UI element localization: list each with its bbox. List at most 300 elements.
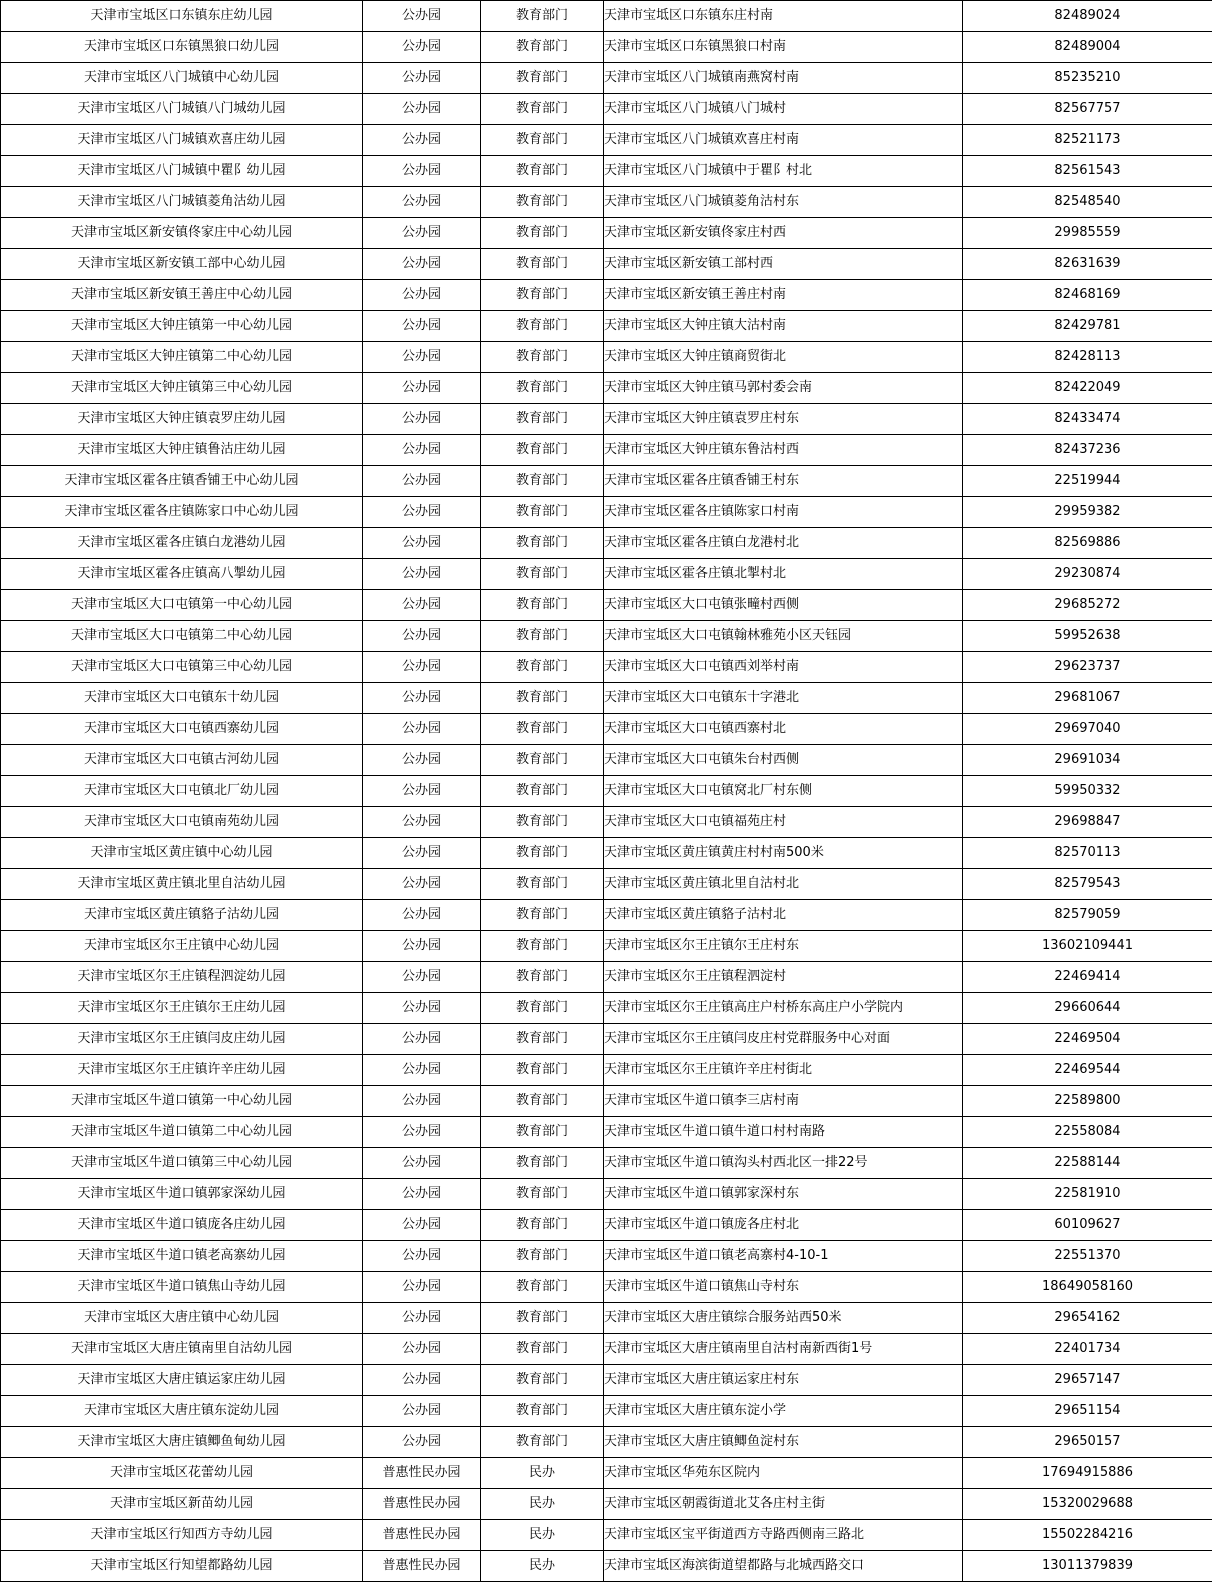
table-row <box>1 1179 1212 1210</box>
address-cell: 天津市宝坻区黄庄镇北里自沽村北 <box>604 869 963 900</box>
kindergarten-name-cell: 天津市宝坻区八门城镇欢喜庄幼儿园 <box>1 125 363 156</box>
phone-cell: 22589800 <box>963 1086 1212 1117</box>
phone-cell: 59950332 <box>963 776 1212 807</box>
department-cell: 教育部门 <box>481 249 604 280</box>
kindergarten-name-cell: 天津市宝坻区新安镇佟家庄中心幼儿园 <box>1 218 363 249</box>
kindergarten-type-cell: 公办园 <box>363 931 481 962</box>
kindergarten-type-cell: 公办园 <box>363 776 481 807</box>
kindergarten-name-cell: 天津市宝坻区牛道口镇庞各庄幼儿园 <box>1 1210 363 1241</box>
address-cell: 天津市宝坻区华苑东区院内 <box>604 1458 963 1489</box>
department-cell: 教育部门 <box>481 32 604 63</box>
address-cell: 天津市宝坻区八门城镇八门城村 <box>604 94 963 125</box>
kindergarten-type-cell: 普惠性民办园 <box>363 1458 481 1489</box>
kindergarten-name-cell: 天津市宝坻区八门城镇中瞿阝幼儿园 <box>1 156 363 187</box>
kindergarten-type-cell: 公办园 <box>363 156 481 187</box>
department-cell: 教育部门 <box>481 1396 604 1427</box>
department-cell: 教育部门 <box>481 218 604 249</box>
kindergarten-type-cell: 公办园 <box>363 1272 481 1303</box>
department-cell: 教育部门 <box>481 652 604 683</box>
table-row <box>1 1489 1212 1520</box>
kindergarten-type-cell: 公办园 <box>363 466 481 497</box>
kindergarten-type-cell: 公办园 <box>363 559 481 590</box>
department-cell: 教育部门 <box>481 1024 604 1055</box>
address-cell: 天津市宝坻区尔王庄镇程泗淀村 <box>604 962 963 993</box>
kindergarten-type-cell: 公办园 <box>363 249 481 280</box>
phone-cell: 15320029688 <box>963 1489 1212 1520</box>
table-row <box>1 1117 1212 1148</box>
address-cell: 天津市宝坻区黄庄镇貉子沽村北 <box>604 900 963 931</box>
department-cell: 教育部门 <box>481 342 604 373</box>
address-cell: 天津市宝坻区牛道口镇老高寨村4-10-1 <box>604 1241 963 1272</box>
kindergarten-type-cell: 公办园 <box>363 63 481 94</box>
address-cell: 天津市宝坻区大口屯镇朱台村西侧 <box>604 745 963 776</box>
department-cell: 民办 <box>481 1520 604 1551</box>
kindergarten-name-cell: 天津市宝坻区尔王庄镇许辛庄幼儿园 <box>1 1055 363 1086</box>
kindergarten-name-cell: 天津市宝坻区尔王庄镇程泗淀幼儿园 <box>1 962 363 993</box>
phone-cell: 22588144 <box>963 1148 1212 1179</box>
table-row <box>1 900 1212 931</box>
address-cell: 天津市宝坻区新安镇佟家庄村西 <box>604 218 963 249</box>
kindergarten-name-cell: 天津市宝坻区大钟庄镇鲁沽庄幼儿园 <box>1 435 363 466</box>
address-cell: 天津市宝坻区口东镇黑狼口村南 <box>604 32 963 63</box>
department-cell: 教育部门 <box>481 869 604 900</box>
kindergarten-name-cell: 天津市宝坻区大口屯镇南苑幼儿园 <box>1 807 363 838</box>
kindergarten-name-cell: 天津市宝坻区黄庄镇中心幼儿园 <box>1 838 363 869</box>
kindergarten-type-cell: 公办园 <box>363 373 481 404</box>
kindergarten-type-cell: 公办园 <box>363 869 481 900</box>
address-cell: 天津市宝坻区大钟庄镇东鲁沽村西 <box>604 435 963 466</box>
kindergarten-type-cell: 公办园 <box>363 590 481 621</box>
kindergarten-type-cell: 公办园 <box>363 528 481 559</box>
phone-cell: 82422049 <box>963 373 1212 404</box>
kindergarten-type-cell: 公办园 <box>363 683 481 714</box>
address-cell: 天津市宝坻区黄庄镇黄庄村村南500米 <box>604 838 963 869</box>
phone-cell: 82570113 <box>963 838 1212 869</box>
address-cell: 天津市宝坻区尔王庄镇许辛庄村街北 <box>604 1055 963 1086</box>
kindergarten-name-cell: 天津市宝坻区霍各庄镇陈家口中心幼儿园 <box>1 497 363 528</box>
table-row <box>1 435 1212 466</box>
kindergarten-name-cell: 天津市宝坻区大唐庄镇运家庄幼儿园 <box>1 1365 363 1396</box>
phone-cell: 22519944 <box>963 466 1212 497</box>
phone-cell: 82468169 <box>963 280 1212 311</box>
address-cell: 天津市宝坻区大钟庄镇袁罗庄村东 <box>604 404 963 435</box>
kindergarten-name-cell: 天津市宝坻区牛道口镇第三中心幼儿园 <box>1 1148 363 1179</box>
phone-cell: 60109627 <box>963 1210 1212 1241</box>
kindergarten-name-cell: 天津市宝坻区尔王庄镇中心幼儿园 <box>1 931 363 962</box>
kindergarten-type-cell: 普惠性民办园 <box>363 1489 481 1520</box>
phone-cell: 29985559 <box>963 218 1212 249</box>
phone-cell: 29654162 <box>963 1303 1212 1334</box>
kindergarten-type-cell: 公办园 <box>363 1241 481 1272</box>
kindergarten-name-cell: 天津市宝坻区牛道口镇老高寨幼儿园 <box>1 1241 363 1272</box>
kindergarten-name-cell: 天津市宝坻区大钟庄镇第二中心幼儿园 <box>1 342 363 373</box>
phone-cell: 82561543 <box>963 156 1212 187</box>
kindergarten-name-cell: 天津市宝坻区行知望都路幼儿园 <box>1 1551 363 1582</box>
address-cell: 天津市宝坻区大钟庄镇商贸街北 <box>604 342 963 373</box>
kindergarten-name-cell: 天津市宝坻区牛道口镇第一中心幼儿园 <box>1 1086 363 1117</box>
department-cell: 教育部门 <box>481 807 604 838</box>
kindergarten-name-cell: 天津市宝坻区大口屯镇古河幼儿园 <box>1 745 363 776</box>
department-cell: 教育部门 <box>481 373 604 404</box>
phone-cell: 22558084 <box>963 1117 1212 1148</box>
address-cell: 天津市宝坻区霍各庄镇陈家口村南 <box>604 497 963 528</box>
address-cell: 天津市宝坻区朝霞街道北艾各庄村主街 <box>604 1489 963 1520</box>
address-cell: 天津市宝坻区霍各庄镇白龙港村北 <box>604 528 963 559</box>
department-cell: 教育部门 <box>481 1117 604 1148</box>
phone-cell: 82579059 <box>963 900 1212 931</box>
kindergarten-name-cell: 天津市宝坻区八门城镇八门城幼儿园 <box>1 94 363 125</box>
phone-cell: 82437236 <box>963 435 1212 466</box>
department-cell: 教育部门 <box>481 776 604 807</box>
phone-cell: 29650157 <box>963 1427 1212 1458</box>
kindergarten-name-cell: 天津市宝坻区口东镇东庄幼儿园 <box>1 1 363 32</box>
department-cell: 教育部门 <box>481 1241 604 1272</box>
table-row <box>1 776 1212 807</box>
phone-cell: 82428113 <box>963 342 1212 373</box>
table-row <box>1 1272 1212 1303</box>
table-row <box>1 1086 1212 1117</box>
phone-cell: 85235210 <box>963 63 1212 94</box>
table-row <box>1 1241 1212 1272</box>
table-row <box>1 1458 1212 1489</box>
address-cell: 天津市宝坻区宝平街道西方寺路西侧南三路北 <box>604 1520 963 1551</box>
phone-cell: 29230874 <box>963 559 1212 590</box>
kindergarten-name-cell: 天津市宝坻区霍各庄镇高八掣幼儿园 <box>1 559 363 590</box>
kindergarten-name-cell: 天津市宝坻区大唐庄镇鲫鱼甸幼儿园 <box>1 1427 363 1458</box>
kindergarten-type-cell: 公办园 <box>363 1086 481 1117</box>
table-row <box>1 311 1212 342</box>
department-cell: 教育部门 <box>481 745 604 776</box>
table-row <box>1 466 1212 497</box>
kindergarten-name-cell: 天津市宝坻区八门城镇菱角沽幼儿园 <box>1 187 363 218</box>
address-cell: 天津市宝坻区牛道口镇焦山寺村东 <box>604 1272 963 1303</box>
department-cell: 教育部门 <box>481 1148 604 1179</box>
table-row <box>1 1024 1212 1055</box>
department-cell: 教育部门 <box>481 125 604 156</box>
phone-cell: 82579543 <box>963 869 1212 900</box>
table-row <box>1 993 1212 1024</box>
kindergarten-name-cell: 天津市宝坻区霍各庄镇白龙港幼儿园 <box>1 528 363 559</box>
kindergarten-name-cell: 天津市宝坻区新苗幼儿园 <box>1 1489 363 1520</box>
department-cell: 教育部门 <box>481 931 604 962</box>
department-cell: 教育部门 <box>481 590 604 621</box>
kindergarten-type-cell: 公办园 <box>363 1396 481 1427</box>
kindergarten-type-cell: 公办园 <box>363 1179 481 1210</box>
phone-cell: 29657147 <box>963 1365 1212 1396</box>
department-cell: 民办 <box>481 1489 604 1520</box>
table-row <box>1 280 1212 311</box>
phone-cell: 82567757 <box>963 94 1212 125</box>
kindergarten-name-cell: 天津市宝坻区大口屯镇第一中心幼儿园 <box>1 590 363 621</box>
kindergarten-type-cell: 公办园 <box>363 900 481 931</box>
table-row <box>1 1148 1212 1179</box>
table-row <box>1 187 1212 218</box>
table-row <box>1 962 1212 993</box>
kindergarten-table-body <box>1 1 1212 1582</box>
table-row <box>1 590 1212 621</box>
table-row <box>1 32 1212 63</box>
address-cell: 天津市宝坻区大钟庄镇大沽村南 <box>604 311 963 342</box>
address-cell: 天津市宝坻区大唐庄镇综合服务站西50米 <box>604 1303 963 1334</box>
address-cell: 天津市宝坻区八门城镇欢喜庄村南 <box>604 125 963 156</box>
kindergarten-name-cell: 天津市宝坻区大口屯镇北厂幼儿园 <box>1 776 363 807</box>
kindergarten-type-cell: 公办园 <box>363 32 481 63</box>
kindergarten-type-cell: 公办园 <box>363 1 481 32</box>
department-cell: 教育部门 <box>481 466 604 497</box>
table-row <box>1 404 1212 435</box>
phone-cell: 29681067 <box>963 683 1212 714</box>
kindergarten-type-cell: 公办园 <box>363 94 481 125</box>
address-cell: 天津市宝坻区尔王庄镇高庄户村桥东高庄户小学院内 <box>604 993 963 1024</box>
table-row <box>1 1303 1212 1334</box>
department-cell: 教育部门 <box>481 280 604 311</box>
kindergarten-type-cell: 公办园 <box>363 435 481 466</box>
address-cell: 天津市宝坻区口东镇东庄村南 <box>604 1 963 32</box>
kindergarten-name-cell: 天津市宝坻区牛道口镇焦山寺幼儿园 <box>1 1272 363 1303</box>
department-cell: 教育部门 <box>481 404 604 435</box>
phone-cell: 22469504 <box>963 1024 1212 1055</box>
kindergarten-type-cell: 公办园 <box>363 838 481 869</box>
table-row <box>1 838 1212 869</box>
table-row <box>1 94 1212 125</box>
address-cell: 天津市宝坻区大唐庄镇鲫鱼淀村东 <box>604 1427 963 1458</box>
address-cell: 天津市宝坻区牛道口镇郭家深村东 <box>604 1179 963 1210</box>
kindergarten-name-cell: 天津市宝坻区大唐庄镇南里自沽幼儿园 <box>1 1334 363 1365</box>
department-cell: 教育部门 <box>481 1179 604 1210</box>
address-cell: 天津市宝坻区新安镇工部村西 <box>604 249 963 280</box>
phone-cell: 29691034 <box>963 745 1212 776</box>
kindergarten-type-cell: 公办园 <box>363 714 481 745</box>
table-row <box>1 1055 1212 1086</box>
phone-cell: 13602109441 <box>963 931 1212 962</box>
address-cell: 天津市宝坻区大口屯镇福苑庄村 <box>604 807 963 838</box>
kindergarten-type-cell: 公办园 <box>363 1334 481 1365</box>
phone-cell: 82569886 <box>963 528 1212 559</box>
address-cell: 天津市宝坻区大唐庄镇东淀小学 <box>604 1396 963 1427</box>
table-row <box>1 652 1212 683</box>
phone-cell: 82429781 <box>963 311 1212 342</box>
table-row <box>1 1520 1212 1551</box>
kindergarten-name-cell: 天津市宝坻区牛道口镇第二中心幼儿园 <box>1 1117 363 1148</box>
table-row <box>1 156 1212 187</box>
kindergarten-name-cell: 天津市宝坻区黄庄镇北里自沽幼儿园 <box>1 869 363 900</box>
phone-cell: 29697040 <box>963 714 1212 745</box>
table-row <box>1 249 1212 280</box>
phone-cell: 18649058160 <box>963 1272 1212 1303</box>
address-cell: 天津市宝坻区八门城镇中于瞿阝村北 <box>604 156 963 187</box>
phone-cell: 29698847 <box>963 807 1212 838</box>
department-cell: 教育部门 <box>481 63 604 94</box>
kindergarten-name-cell: 天津市宝坻区新安镇王善庄中心幼儿园 <box>1 280 363 311</box>
kindergarten-name-cell: 天津市宝坻区大钟庄镇第一中心幼儿园 <box>1 311 363 342</box>
kindergarten-name-cell: 天津市宝坻区尔王庄镇尔王庄幼儿园 <box>1 993 363 1024</box>
table-row <box>1 869 1212 900</box>
kindergarten-name-cell: 天津市宝坻区大唐庄镇中心幼儿园 <box>1 1303 363 1334</box>
department-cell: 教育部门 <box>481 993 604 1024</box>
table-row <box>1 342 1212 373</box>
department-cell: 教育部门 <box>481 621 604 652</box>
kindergarten-type-cell: 公办园 <box>363 962 481 993</box>
kindergarten-name-cell: 天津市宝坻区大口屯镇东十幼儿园 <box>1 683 363 714</box>
kindergarten-name-cell: 天津市宝坻区大口屯镇西寨幼儿园 <box>1 714 363 745</box>
department-cell: 教育部门 <box>481 1 604 32</box>
table-row <box>1 714 1212 745</box>
kindergarten-name-cell: 天津市宝坻区行知西方寺幼儿园 <box>1 1520 363 1551</box>
table-row <box>1 497 1212 528</box>
department-cell: 教育部门 <box>481 683 604 714</box>
department-cell: 教育部门 <box>481 1086 604 1117</box>
table-row <box>1 683 1212 714</box>
phone-cell: 22551370 <box>963 1241 1212 1272</box>
kindergarten-type-cell: 公办园 <box>363 993 481 1024</box>
address-cell: 天津市宝坻区牛道口镇庞各庄村北 <box>604 1210 963 1241</box>
address-cell: 天津市宝坻区大口屯镇翰林雅苑小区天钰园 <box>604 621 963 652</box>
table-row <box>1 621 1212 652</box>
kindergarten-type-cell: 公办园 <box>363 1055 481 1086</box>
department-cell: 教育部门 <box>481 187 604 218</box>
kindergarten-type-cell: 公办园 <box>363 311 481 342</box>
table-row <box>1 559 1212 590</box>
department-cell: 教育部门 <box>481 1055 604 1086</box>
address-cell: 天津市宝坻区大口屯镇窝北厂村东侧 <box>604 776 963 807</box>
phone-cell: 29651154 <box>963 1396 1212 1427</box>
address-cell: 天津市宝坻区八门城镇南燕窝村南 <box>604 63 963 94</box>
phone-cell: 22469544 <box>963 1055 1212 1086</box>
phone-cell: 82489004 <box>963 32 1212 63</box>
table-row <box>1 1210 1212 1241</box>
phone-cell: 29660644 <box>963 993 1212 1024</box>
phone-cell: 29623737 <box>963 652 1212 683</box>
kindergarten-type-cell: 公办园 <box>363 404 481 435</box>
kindergarten-type-cell: 公办园 <box>363 1210 481 1241</box>
department-cell: 民办 <box>481 1458 604 1489</box>
address-cell: 天津市宝坻区大口屯镇东十字港北 <box>604 683 963 714</box>
department-cell: 教育部门 <box>481 156 604 187</box>
kindergarten-type-cell: 普惠性民办园 <box>363 1551 481 1582</box>
kindergarten-type-cell: 公办园 <box>363 807 481 838</box>
table-row <box>1 807 1212 838</box>
address-cell: 天津市宝坻区大唐庄镇南里自沽村南新西街1号 <box>604 1334 963 1365</box>
phone-cell: 15502284216 <box>963 1520 1212 1551</box>
department-cell: 教育部门 <box>481 1334 604 1365</box>
address-cell: 天津市宝坻区牛道口镇李三店村南 <box>604 1086 963 1117</box>
table-row <box>1 1551 1212 1582</box>
kindergarten-name-cell: 天津市宝坻区大唐庄镇东淀幼儿园 <box>1 1396 363 1427</box>
kindergarten-type-cell: 公办园 <box>363 1148 481 1179</box>
department-cell: 教育部门 <box>481 1427 604 1458</box>
phone-cell: 59952638 <box>963 621 1212 652</box>
table-row <box>1 1334 1212 1365</box>
kindergarten-name-cell: 天津市宝坻区新安镇工部中心幼儿园 <box>1 249 363 280</box>
kindergarten-type-cell: 公办园 <box>363 1117 481 1148</box>
address-cell: 天津市宝坻区大唐庄镇运家庄村东 <box>604 1365 963 1396</box>
address-cell: 天津市宝坻区牛道口镇沟头村西北区一排22号 <box>604 1148 963 1179</box>
address-cell: 天津市宝坻区新安镇王善庄村南 <box>604 280 963 311</box>
department-cell: 教育部门 <box>481 435 604 466</box>
table-row <box>1 125 1212 156</box>
address-cell: 天津市宝坻区牛道口镇牛道口村村南路 <box>604 1117 963 1148</box>
address-cell: 天津市宝坻区八门城镇菱角沽村东 <box>604 187 963 218</box>
department-cell: 教育部门 <box>481 94 604 125</box>
kindergarten-name-cell: 天津市宝坻区牛道口镇郭家深幼儿园 <box>1 1179 363 1210</box>
table-row <box>1 218 1212 249</box>
kindergarten-name-cell: 天津市宝坻区大口屯镇第三中心幼儿园 <box>1 652 363 683</box>
address-cell: 天津市宝坻区尔王庄镇尔王庄村东 <box>604 931 963 962</box>
department-cell: 教育部门 <box>481 311 604 342</box>
phone-cell: 29685272 <box>963 590 1212 621</box>
kindergarten-name-cell: 天津市宝坻区花蕾幼儿园 <box>1 1458 363 1489</box>
department-cell: 教育部门 <box>481 900 604 931</box>
table-row <box>1 1427 1212 1458</box>
table-row <box>1 63 1212 94</box>
table-row <box>1 931 1212 962</box>
phone-cell: 29959382 <box>963 497 1212 528</box>
kindergarten-type-cell: 公办园 <box>363 497 481 528</box>
department-cell: 教育部门 <box>481 1303 604 1334</box>
table-row <box>1 745 1212 776</box>
kindergarten-type-cell: 普惠性民办园 <box>363 1520 481 1551</box>
kindergarten-name-cell: 天津市宝坻区大钟庄镇袁罗庄幼儿园 <box>1 404 363 435</box>
kindergarten-name-cell: 天津市宝坻区口东镇黑狼口幼儿园 <box>1 32 363 63</box>
phone-cell: 22581910 <box>963 1179 1212 1210</box>
department-cell: 教育部门 <box>481 1365 604 1396</box>
phone-cell: 82631639 <box>963 249 1212 280</box>
table-row <box>1 1 1212 32</box>
phone-cell: 13011379839 <box>963 1551 1212 1582</box>
phone-cell: 17694915886 <box>963 1458 1212 1489</box>
department-cell: 教育部门 <box>481 1210 604 1241</box>
address-cell: 天津市宝坻区尔王庄镇闫皮庄村党群服务中心对面 <box>604 1024 963 1055</box>
phone-cell: 82433474 <box>963 404 1212 435</box>
phone-cell: 82548540 <box>963 187 1212 218</box>
kindergarten-name-cell: 天津市宝坻区霍各庄镇香铺王中心幼儿园 <box>1 466 363 497</box>
kindergarten-type-cell: 公办园 <box>363 218 481 249</box>
kindergarten-type-cell: 公办园 <box>363 621 481 652</box>
table-row <box>1 373 1212 404</box>
kindergarten-type-cell: 公办园 <box>363 1365 481 1396</box>
kindergarten-type-cell: 公办园 <box>363 745 481 776</box>
address-cell: 天津市宝坻区大口屯镇西寨村北 <box>604 714 963 745</box>
phone-cell: 82521173 <box>963 125 1212 156</box>
kindergarten-name-cell: 天津市宝坻区大钟庄镇第三中心幼儿园 <box>1 373 363 404</box>
address-cell: 天津市宝坻区大钟庄镇马郭村委会南 <box>604 373 963 404</box>
kindergarten-type-cell: 公办园 <box>363 1303 481 1334</box>
department-cell: 教育部门 <box>481 838 604 869</box>
address-cell: 天津市宝坻区海滨街道望都路与北城西路交口 <box>604 1551 963 1582</box>
department-cell: 教育部门 <box>481 559 604 590</box>
kindergarten-name-cell: 天津市宝坻区尔王庄镇闫皮庄幼儿园 <box>1 1024 363 1055</box>
department-cell: 教育部门 <box>481 714 604 745</box>
department-cell: 民办 <box>481 1551 604 1582</box>
phone-cell: 22469414 <box>963 962 1212 993</box>
kindergarten-type-cell: 公办园 <box>363 652 481 683</box>
kindergarten-name-cell: 天津市宝坻区黄庄镇貉子沽幼儿园 <box>1 900 363 931</box>
phone-cell: 82489024 <box>963 1 1212 32</box>
kindergarten-type-cell: 公办园 <box>363 187 481 218</box>
department-cell: 教育部门 <box>481 497 604 528</box>
address-cell: 天津市宝坻区霍各庄镇香铺王村东 <box>604 466 963 497</box>
department-cell: 教育部门 <box>481 1272 604 1303</box>
table-row <box>1 1396 1212 1427</box>
address-cell: 天津市宝坻区大口屯镇西刘举村南 <box>604 652 963 683</box>
kindergarten-type-cell: 公办园 <box>363 280 481 311</box>
kindergarten-type-cell: 公办园 <box>363 1024 481 1055</box>
department-cell: 教育部门 <box>481 962 604 993</box>
kindergarten-type-cell: 公办园 <box>363 1427 481 1458</box>
address-cell: 天津市宝坻区霍各庄镇北掣村北 <box>604 559 963 590</box>
kindergarten-type-cell: 公办园 <box>363 125 481 156</box>
table-row <box>1 1365 1212 1396</box>
